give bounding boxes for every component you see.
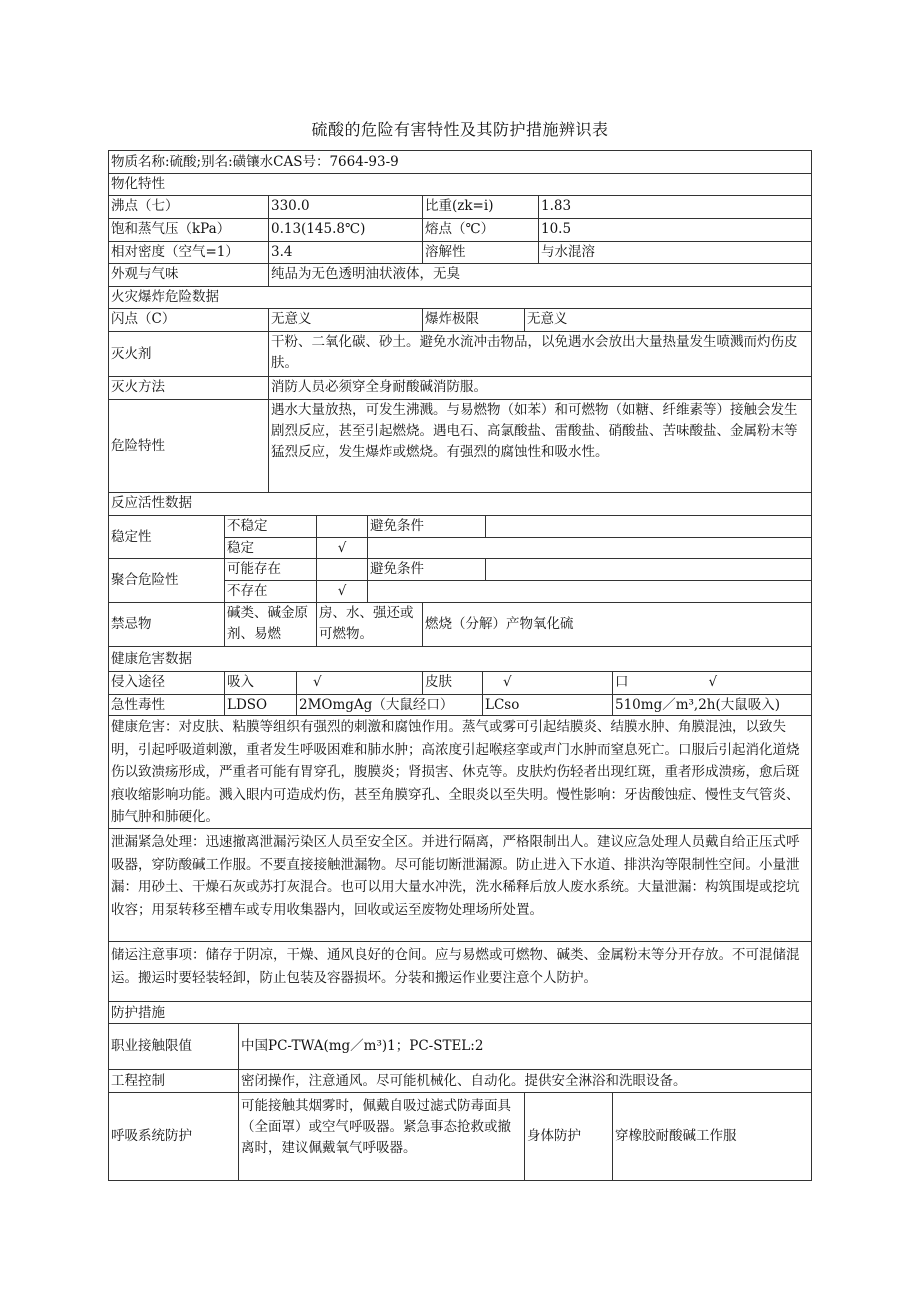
lc50-value: 510mg／m³,2h(大鼠吸入) <box>613 695 811 716</box>
eng-label: 工程控制 <box>109 1070 239 1093</box>
stable-option: 稳定 <box>225 538 317 559</box>
unstable-option: 不稳定 <box>225 516 317 538</box>
flash-value: 无意义 <box>269 309 423 332</box>
reldens-value: 3.4 <box>269 242 423 264</box>
section-reactivity: 反应活性数据 <box>109 493 811 516</box>
page-title: 硫酸的危险有害特性及其防护措施辨识表 <box>311 120 609 139</box>
stable-empty <box>368 538 811 559</box>
vapor-label: 饱和蒸气压（kPa） <box>109 219 269 242</box>
health-hazard-text: 健康危害：对皮肤、粘膜等组织有强烈的刺激和腐蚀作用。蒸气或雾可引起结膜炎、结膜水肿、角膜混浊，以致失明，引起呼吸道刺激，重者发生呼吸困难和肺水肿；高浓度引起喉痉挛或声门水肿而窒息死亡。口服后引起消化道烧伤以致溃疡形成，严重者可能有胃穿孔，腹膜炎；肾损害、休克等。皮肤灼伤轻者出现红斑，重者形成溃疡，愈后斑痕收缩影响功能。溅入眼内可造成灼伤，甚至角膜穿孔、全眼炎以至失明。慢性影响：牙齿酸蚀症、慢性支气管炎、肺气肿和肺硬化。 <box>109 716 811 829</box>
oral-check: √ <box>708 674 718 690</box>
section-fire: 火灾爆炸危险数据 <box>109 287 811 309</box>
melting-value: 10.5 <box>539 219 811 242</box>
oel-label: 职业接触限值 <box>109 1024 239 1070</box>
agent-value: 干粉、二氧化碳、砂土。避免水流冲击物品，以免遇水会放出大量热量发生喷溅而灼伤皮肤。 <box>269 332 811 377</box>
avoid-label-2: 避免条件 <box>368 559 486 581</box>
resp-value: 可能接触其烟雾时，佩戴自吸过滤式防毒面具（全面罩）或空气呼吸器。紧急事态抢救或撤离时，建议佩戴氧气呼吸器。 <box>239 1093 525 1180</box>
stability-label: 稳定性 <box>109 516 225 559</box>
body-value: 穿橡胶耐酸碱工作服 <box>615 1128 737 1144</box>
fire-hazard-label: 危险特性 <box>109 400 269 493</box>
incompat-value-1: 碱类、碱金原剂、易燃 <box>225 603 317 647</box>
boiling-value: 330.0 <box>269 196 423 219</box>
method-label: 灭火方法 <box>109 377 269 400</box>
not-exist-empty <box>368 581 811 603</box>
section-protection: 防护措施 <box>109 1002 811 1024</box>
leak-text: 泄漏紧急处理：迅速撤离泄漏污染区人员至安全区。并进行隔离，严格限制出人。建议应急处理人员戴自给正压式呼吸器，穿防酸碱工作服。不要直接接触泄漏物。尽可能切断泄漏源。防止进入下水道、排洪沟等限制性空间。小量泄漏：用砂土、干燥石灰或苏打灰混合。也可以用大量水冲洗，洗水稀释后放人废水系统。大量泄漏：构筑围堤或挖坑收容；用泵转移至槽车或专用收集器内，回收或运至废物处理场所处置。 <box>109 829 811 942</box>
oral-label: 口 <box>615 674 629 690</box>
oel-value: 中国PC-TWA(mg／m³)1；PC-STEL:2 <box>239 1024 811 1070</box>
explosion-value: 无意义 <box>525 309 811 332</box>
ld50-label: LDSO <box>225 695 297 716</box>
vapor-value: 0.13(145.8℃) <box>269 219 423 242</box>
polymer-label: 聚合危险性 <box>109 559 225 603</box>
decomposition-value: 燃烧（分解）产物氧化硫 <box>423 603 811 647</box>
resp-label: 呼吸系统防护 <box>109 1093 239 1180</box>
eng-value: 密闭操作，注意通风。尽可能机械化、自动化。提供安全淋浴和洗眼设备。 <box>239 1070 811 1093</box>
appearance-label: 外观与气味 <box>109 264 269 287</box>
body-label: 身体防护 <box>525 1093 613 1180</box>
section-physchem: 物化特性 <box>109 174 811 196</box>
fire-hazard-value: 遇水大量放热，可发生沸溅。与易燃物（如苯）和可燃物（如糖、纤维素等）接触会发生剧烈反应，甚至引起燃烧。遇电石、高氯酸盐、雷酸盐、硝酸盐、苦味酸盐、金属粉末等猛烈反应，发生爆炸或燃烧。有强烈的腐蚀性和吸水性。 <box>269 400 811 493</box>
explosion-label: 爆炸极限 <box>423 309 525 332</box>
not-exist-option: 不存在 <box>225 581 317 603</box>
solubility-value: 与水混溶 <box>539 242 811 264</box>
avoid-value-2 <box>486 559 811 581</box>
incompat-label: 禁忌物 <box>109 603 225 647</box>
melting-label: 熔点（℃） <box>423 219 539 242</box>
ld50-value: 2MOmgAg（大鼠经口） <box>297 695 483 716</box>
flash-label: 闪点（C） <box>109 309 269 332</box>
boiling-label: 沸点（七） <box>109 196 269 219</box>
stable-check: √ <box>317 538 368 559</box>
incompat-value-2: 房、水、强还或可燃物。 <box>317 603 423 647</box>
sg-label: 比重(zk=i) <box>423 196 539 219</box>
oral-cell <box>613 672 811 695</box>
reldens-label: 相对密度（空气=1） <box>109 242 269 264</box>
identity-row: 物质名称:硫酸;别名:磺镶水CAS号：7664-93-9 <box>109 151 811 174</box>
method-value: 消防人员必须穿全身耐酸碱消防服。 <box>269 377 811 400</box>
avoid-value-1 <box>486 516 811 538</box>
inhale-check: √ <box>297 672 423 695</box>
acute-label: 急性毒性 <box>109 695 225 716</box>
unstable-mark <box>317 516 368 538</box>
section-health: 健康危害数据 <box>109 647 811 672</box>
sg-value: 1.83 <box>539 196 811 219</box>
route-label: 侵入途径 <box>109 672 225 695</box>
possible-mark <box>317 559 368 581</box>
storage-text: 储运注意事项：储存于阴凉，干燥、通风良好的仓间。应与易燃或可燃物、碱类、金属粉末等分开存放。不可混储混运。搬运时要轻装轻卸，防止包装及容器损坏。分装和搬运作业要注意个人防护。 <box>109 942 811 1002</box>
skin-label: 皮肤 <box>423 672 483 695</box>
hazard-table <box>108 150 812 1181</box>
avoid-label-1: 避免条件 <box>368 516 486 538</box>
inhale-label: 吸入 <box>225 672 297 695</box>
appearance-value: 纯品为无色透明油状液体，无臭 <box>269 264 811 287</box>
possible-option: 可能存在 <box>225 559 317 581</box>
skin-check: √ <box>483 672 613 695</box>
solubility-label: 溶解性 <box>423 242 539 264</box>
agent-label: 灭火剂 <box>109 332 269 377</box>
not-exist-check: √ <box>317 581 368 603</box>
lc50-label: LCso <box>483 695 613 716</box>
